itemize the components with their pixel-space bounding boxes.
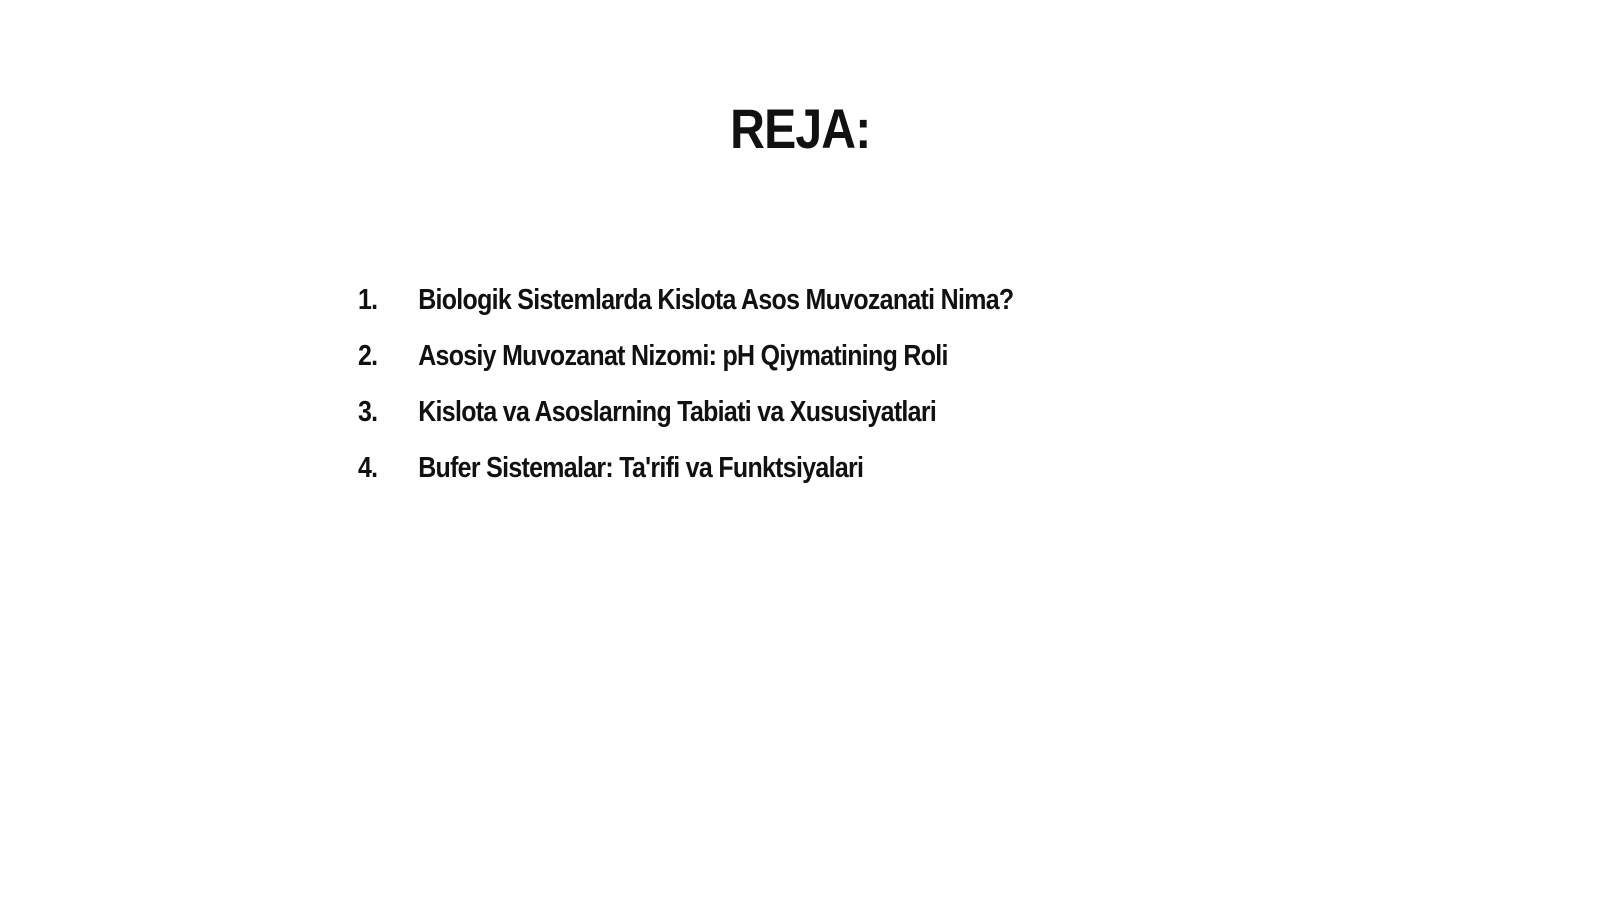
plan-item-text: Biologik Sistemlarda Kislota Asos Muvozanati Nima? — [418, 284, 1014, 316]
plan-item-number: 2. — [358, 340, 378, 372]
plan-item-2 — [358, 340, 1013, 396]
plan-item-4 — [358, 452, 1013, 508]
plan-item-number: 4. — [358, 452, 378, 484]
plan-item-number: 3. — [358, 396, 378, 428]
plan-item-text: Asosiy Muvozanat Nizomi: pH Qiymatining Roli — [418, 340, 948, 372]
plan-item-text: Bufer Sistemalar: Ta'rifi va Funktsiyalari — [418, 452, 864, 484]
plan-item-text: Kislota va Asoslarning Tabiati va Xususiyatlari — [418, 396, 937, 428]
plan-list — [358, 284, 1120, 508]
plan-item-number: 1. — [358, 284, 378, 316]
slide-title: REJA: — [730, 97, 871, 160]
plan-item-3 — [358, 396, 1013, 452]
plan-item-1 — [358, 284, 1013, 340]
